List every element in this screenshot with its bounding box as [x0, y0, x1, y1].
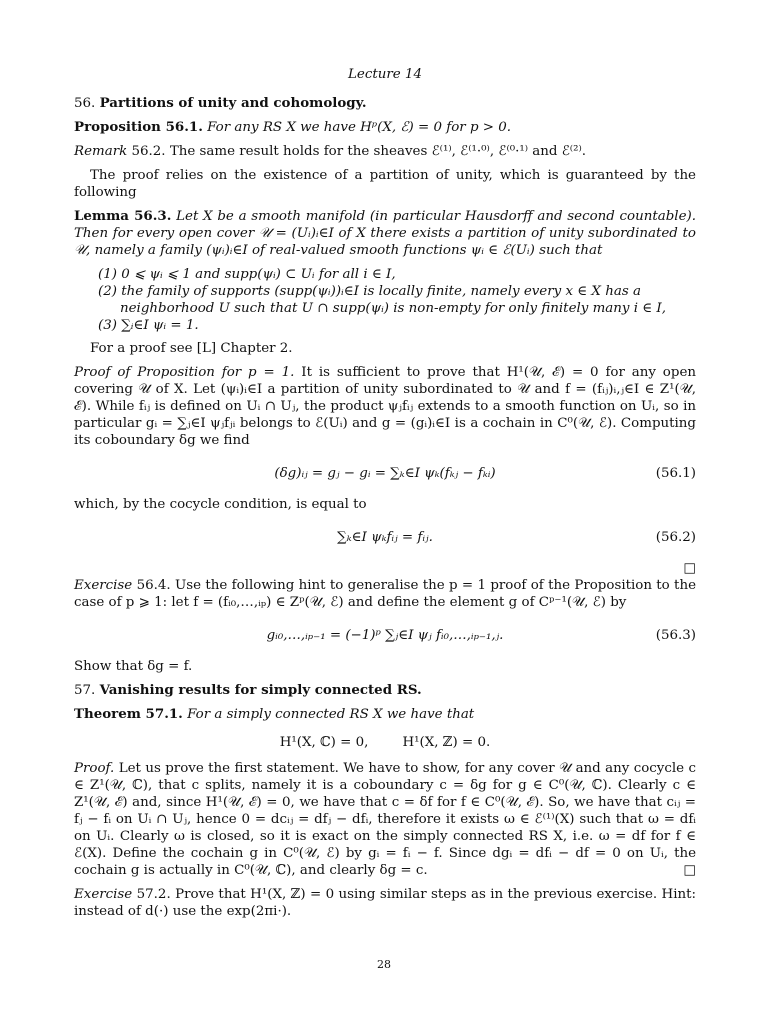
- page-number: 28: [377, 958, 391, 971]
- lemma-condition-3: (3) ∑ᵢ∈I ψᵢ = 1.: [98, 318, 199, 333]
- section-title: Vanishing results for simply connected RS.: [99, 682, 422, 698]
- equation-number: (56.2): [655, 529, 696, 545]
- equation-body: H¹(X, ℂ) = 0, H¹(X, ℤ) = 0.: [279, 734, 491, 750]
- equation-56-2: [74, 520, 696, 554]
- equation-number: (56.3): [655, 627, 696, 643]
- cocycle-sentence: which, by the cocycle condition, is equal to: [74, 497, 367, 512]
- qed-symbol: □: [683, 863, 696, 878]
- equation-body: (δg)ᵢⱼ = gⱼ − gᵢ = ∑ₖ∈I ψₖ(fₖⱼ − fₖᵢ): [274, 465, 496, 481]
- exercise-56-4: [74, 577, 696, 611]
- qed-symbol: □: [683, 561, 696, 576]
- proposition-label: Proposition 56.1.: [74, 119, 203, 135]
- exercise-57-2: [74, 886, 696, 920]
- proof-label: Proof of Proposition for p = 1.: [74, 365, 295, 380]
- lemma-conditions: [98, 266, 696, 334]
- exercise-label: Exercise: [74, 887, 133, 902]
- equation-body: gᵢ₀,…,ᵢₚ₋₁ = (−1)ᵖ ∑ⱼ∈I ψⱼ fᵢ₀,…,ᵢₚ₋₁,ⱼ.: [266, 627, 504, 643]
- section-57-heading: [74, 682, 696, 699]
- exercise-text: Prove that H¹(X, ℤ) = 0 using similar steps as in the previous exercise. Hint: instead of d(·) use the exp(2πi·).: [74, 887, 697, 919]
- page-body: [74, 58, 696, 927]
- exercise-label: Exercise: [74, 578, 133, 593]
- proof-reference: For a proof see [L] Chapter 2.: [90, 341, 293, 356]
- proof-text: Let us prove the first statement. We have to show, for any cover 𝒰 and any cocycle c ∈ Z¹(𝒰, ℂ), that c splits, namely it is a coboundary c = δg for g ∈ C⁰(𝒰, ℂ). Clearly c ∈ Z¹(𝒰, ℰ) and, since H¹(𝒰, ℰ) = 0, we have that c = δf for f ∈ C⁰(𝒰, ℰ). So, we have that cᵢⱼ = fⱼ − fᵢ on Uᵢ ∩ Uⱼ, hence 0 = dcᵢⱼ = dfⱼ − dfᵢ, therefore it exists ω ∈ ℰ⁽¹⁾(X) such that ω = dfᵢ on Uᵢ. Clearly ω is closed, so it is exact on the simply connected RS X, i.e. ω = df for f ∈ ℰ(X). Define the cochain g in C⁰(𝒰, ℰ) by gᵢ = fᵢ − f. Since dgᵢ = dfᵢ − df = 0 on Uᵢ, the cochain g is actually in C⁰(𝒰, ℂ), and clearly δg = c.: [74, 761, 696, 878]
- section-56-heading: [74, 95, 696, 112]
- remark-number: 56.2.: [131, 144, 166, 159]
- proof-p1: [74, 364, 696, 449]
- running-header: Lecture 14: [348, 67, 422, 82]
- section-number: 56.: [74, 96, 96, 111]
- section-title: Partitions of unity and cohomology.: [99, 95, 367, 111]
- theorem-57-1: [74, 706, 696, 723]
- equation-56-3: [74, 618, 696, 652]
- exercise-number: 56.4.: [136, 578, 171, 593]
- proposition-56-1: [74, 119, 696, 136]
- lemma-56-3: [74, 208, 696, 259]
- remark-label: Remark: [74, 144, 128, 159]
- lemma-label: Lemma 56.3.: [74, 208, 172, 224]
- theorem-text: For a simply connected RS X we have that: [187, 707, 475, 722]
- intro-paragraph: The proof relies on the existence of a partition of unity, which is guaranteed by the following: [74, 168, 696, 200]
- proof-text: It is sufficient to prove that H¹(𝒰, ℰ) = 0 for any open covering 𝒰 of X. Let (ψᵢ)ᵢ∈I a partition of unity subordinated to 𝒰 and f = (fᵢⱼ)ᵢ,ⱼ∈I ∈ Z¹(𝒰, ℰ). While fᵢⱼ is defined on Uᵢ ∩ Uⱼ, the product ψⱼfᵢⱼ extends to a smooth function on Uᵢ, so in particular gᵢ = ∑ⱼ∈I ψⱼfⱼᵢ belongs to ℰ(Uᵢ) and g = (gᵢ)ᵢ∈I is a cochain in C⁰(𝒰, ℰ). Computing its coboundary δg we find: [74, 365, 696, 448]
- lemma-text: Let X be a smooth manifold (in particular Hausdorff and second countable). Then for every open cover 𝒰 = (Uᵢ)ᵢ∈I of X there exists a partition of unity subordinated to 𝒰, namely a family (ψᵢ)ᵢ∈I of real-valued smooth functions ψᵢ ∈ ℰ(Uᵢ) such that: [74, 209, 696, 258]
- show-statement: Show that δg = f.: [74, 659, 193, 674]
- section-number: 57.: [74, 683, 96, 698]
- proof-label: Proof.: [74, 761, 115, 776]
- remark-text: The same result holds for the sheaves ℰ⁽¹⁾, ℰ⁽¹·⁰⁾, ℰ⁽⁰·¹⁾ and ℰ⁽²⁾.: [169, 144, 587, 159]
- lemma-condition-1: (1) 0 ⩽ ψᵢ ⩽ 1 and supp(ψᵢ) ⊂ Uᵢ for all i ∈ I,: [98, 267, 396, 282]
- theorem-label: Theorem 57.1.: [74, 706, 183, 722]
- equation-number: (56.1): [655, 465, 696, 481]
- proof-theorem-57-1: [74, 760, 696, 879]
- proposition-text: For any RS X we have Hᵖ(X, ℰ) = 0 for p > 0.: [207, 120, 512, 135]
- remark-56-2: [74, 143, 696, 160]
- theorem-equation: [74, 730, 696, 754]
- equation-body: ∑ₖ∈I ψₖfᵢⱼ = fᵢⱼ.: [337, 529, 433, 545]
- equation-56-1: [74, 456, 696, 490]
- lemma-condition-2: (2) the family of supports (supp(ψᵢ))ᵢ∈I is locally finite, namely every x ∈ X has a neighborhood U such that U ∩ supp(ψᵢ) is non-empty for only finitely many i ∈ I,: [98, 284, 666, 316]
- exercise-number: 57.2.: [136, 887, 171, 902]
- exercise-text: Use the following hint to generalise the p = 1 proof of the Proposition to the case of p ⩾ 1: let f = (fᵢ₀,…,ᵢₚ) ∈ Zᵖ(𝒰, ℰ) and define the element g of Cᵖ⁻¹(𝒰, ℰ) by: [74, 578, 696, 610]
